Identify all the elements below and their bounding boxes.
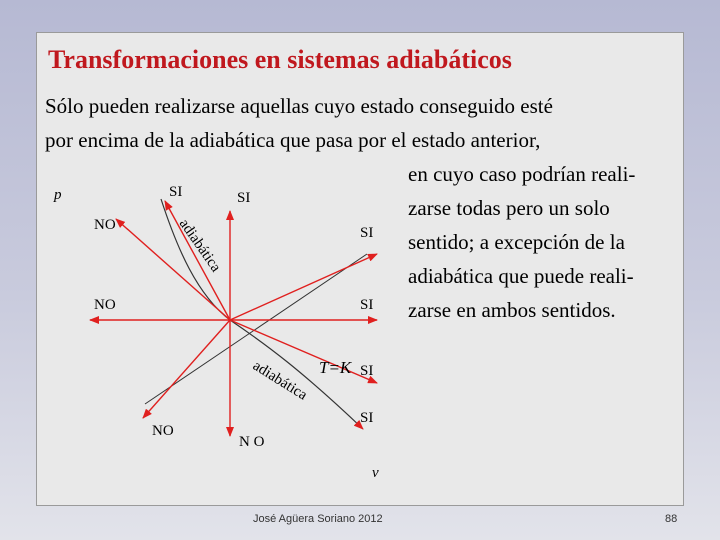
arrow-down-right (230, 320, 377, 383)
body-line-7: zarse en ambos sentidos. (408, 298, 616, 322)
body-line-1: Sólo pueden realizarse aquellas cuyo estado conseguido esté (45, 94, 553, 118)
label-si-top: SI (237, 190, 251, 206)
label-si-bottom-right: SI (360, 410, 374, 426)
label-si-top-left: SI (169, 184, 183, 200)
label-no-left: NO (94, 297, 116, 313)
body-line-5: sentido; a excepción de la (408, 230, 625, 254)
footer-author: José Agüera Soriano 2012 (253, 513, 383, 525)
label-no-bottom: N O (239, 434, 265, 450)
label-si-upper-right: SI (360, 225, 374, 241)
label-no-bottom-left: NO (152, 423, 174, 439)
isotherm-label: T=K (319, 358, 352, 377)
arrow-up-right (230, 254, 377, 320)
label-no-upper-left: NO (94, 217, 116, 233)
label-si-right: SI (360, 297, 374, 313)
arrow-down-left (143, 320, 230, 418)
body-line-6: adiabática que puede reali- (408, 264, 634, 288)
axis-x-label: v (372, 465, 379, 481)
body-line-4: zarse todas pero un solo (408, 196, 610, 220)
direction-arrows (90, 201, 377, 436)
slide-title: Transformaciones en sistemas adiabáticos (48, 45, 512, 74)
adiabatic-label-upper: adiabática (175, 216, 224, 276)
isotherm-line (145, 254, 367, 404)
body-line-3: en cuyo caso podrían reali- (408, 162, 636, 186)
adiabatic-label-lower: adiabática (249, 357, 310, 404)
axis-y-label: p (54, 187, 62, 203)
page-number: 88 (665, 513, 678, 525)
adiabatic-diagram (37, 33, 685, 507)
body-line-2: por encima de la adiabática que pasa por el estado anterior, (45, 128, 541, 152)
slide (36, 32, 684, 525)
label-si-lower-right: SI (360, 363, 374, 379)
